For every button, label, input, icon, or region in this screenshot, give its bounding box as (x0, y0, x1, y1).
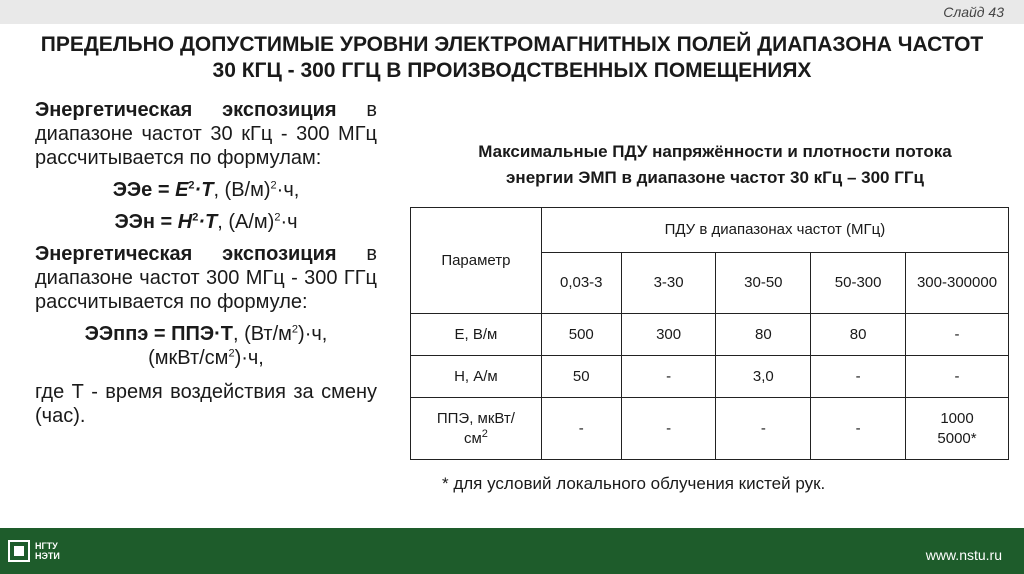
row-param: Е, В/м (411, 314, 542, 356)
table-row (411, 398, 1009, 460)
table-row (411, 314, 1009, 356)
f3-d: )·ч, (234, 347, 264, 369)
logo-line-2: НЭТИ (35, 551, 60, 561)
table-cell: - (906, 314, 1009, 356)
table-cell: 80 (716, 314, 811, 356)
f1-unit-sup: 2 (270, 179, 277, 192)
paragraph-1 (35, 98, 377, 170)
range-header-cell: 300-300000 (906, 253, 1009, 314)
row-param-sup: 2 (481, 427, 488, 440)
row-param: Н, А/м (411, 356, 542, 398)
p1-bold: Энергетическая экспозиция (35, 99, 337, 121)
title-line-2: 30 КГЦ - 300 ГГЦ В ПРОИЗВОДСТВЕННЫХ ПОМЕЩЕНИЯХ (212, 59, 812, 82)
p2-rest: в диапазоне частот 300 МГц - 300 ГГц рассчитывается по формуле: (35, 243, 378, 313)
table-cell: 50 (541, 356, 621, 398)
f2-lead: ЭЭн = (114, 211, 178, 233)
slide-number: Слайд 43 (943, 4, 1004, 20)
f2-var: H (177, 211, 193, 233)
website-link[interactable]: www.nstu.ru (925, 547, 1002, 563)
p2-bold: Энергетическая экспозиция (35, 243, 337, 265)
p1-rest: в диапазоне частот 30 кГц - 300 МГц рассчитывается по формулам: (35, 99, 378, 169)
range-header-cell: 30-50 (716, 253, 811, 314)
f2-unit: , (А/м) (217, 211, 275, 233)
pdu-table (410, 207, 1009, 460)
table-caption (410, 139, 1020, 191)
f3-c: (мкВт/см (148, 347, 229, 369)
f3-c-sup: 2 (228, 347, 235, 360)
logo-line-1: НГТУ (35, 541, 58, 551)
caption-line-1: Максимальные ПДУ напряжённости и плотности потока (478, 142, 952, 161)
caption-line-2: энергии ЭМП в диапазоне частот 30 кГц – 300 ГГц (506, 168, 924, 187)
paragraph-2 (35, 242, 377, 314)
table-cell: 80 (811, 314, 906, 356)
formula-ee-ppe (35, 322, 377, 370)
slide-title (30, 32, 994, 84)
f1-unit: , (В/м) (213, 179, 271, 201)
table-cell: - (811, 356, 906, 398)
f1-tail: ·T (194, 179, 214, 201)
paragraph-3: где Т - время воздействия за смену (час). (35, 381, 377, 427)
table-footnote: * для условий локального облучения кистей рук. (442, 474, 826, 493)
row-param-text: ППЭ, мкВт/см (436, 409, 515, 447)
header-parameter: Параметр (411, 208, 542, 314)
table-cell: - (621, 398, 716, 460)
left-text-block (35, 98, 377, 428)
f3-b: )·ч, (298, 323, 328, 345)
f2-tail: ·T (198, 211, 218, 233)
table-cell: - (906, 356, 1009, 398)
f3-a-sup: 2 (291, 323, 299, 336)
range-header-cell: 0,03-3 (541, 253, 621, 314)
title-line-1: ПРЕДЕЛЬНО ДОПУСТИМЫЕ УРОВНИ ЭЛЕКТРОМАГНИТНЫХ ПОЛЕЙ ДИАПАЗОНА ЧАСТОТ (40, 33, 984, 56)
table-cell: - (541, 398, 621, 460)
formula-ee-e (35, 178, 377, 202)
table-cell: - (621, 356, 716, 398)
f2-sup: 2 (192, 211, 199, 224)
table-cell: 500 (541, 314, 621, 356)
formula-ee-h (35, 210, 377, 234)
table-cell: 1000 5000* (906, 398, 1009, 460)
f2-end: ·ч (280, 211, 298, 233)
range-header-cell: 3-30 (621, 253, 716, 314)
f1-var: E (175, 179, 189, 201)
table-cell: 3,0 (716, 356, 811, 398)
logo-icon (8, 540, 30, 562)
header-range: ПДУ в диапазонах частот (МГц) (541, 208, 1008, 253)
row-param (411, 398, 542, 460)
table-cell: - (811, 398, 906, 460)
table-cell: - (716, 398, 811, 460)
f1-lead: ЭЭе = (112, 179, 176, 201)
range-header-cell: 50-300 (811, 253, 906, 314)
f2-unit-sup: 2 (274, 211, 281, 224)
footer-bar (0, 528, 1024, 574)
table-row (411, 356, 1009, 398)
f3-bold: ЭЭппэ = ППЭ·Т (84, 323, 233, 345)
f1-end: ·ч, (276, 179, 300, 201)
f3-a: , (Вт/м (232, 323, 292, 345)
table-cell: 300 (621, 314, 716, 356)
university-logo (8, 537, 60, 565)
f1-sup: 2 (188, 179, 195, 192)
top-bar (0, 0, 1024, 24)
